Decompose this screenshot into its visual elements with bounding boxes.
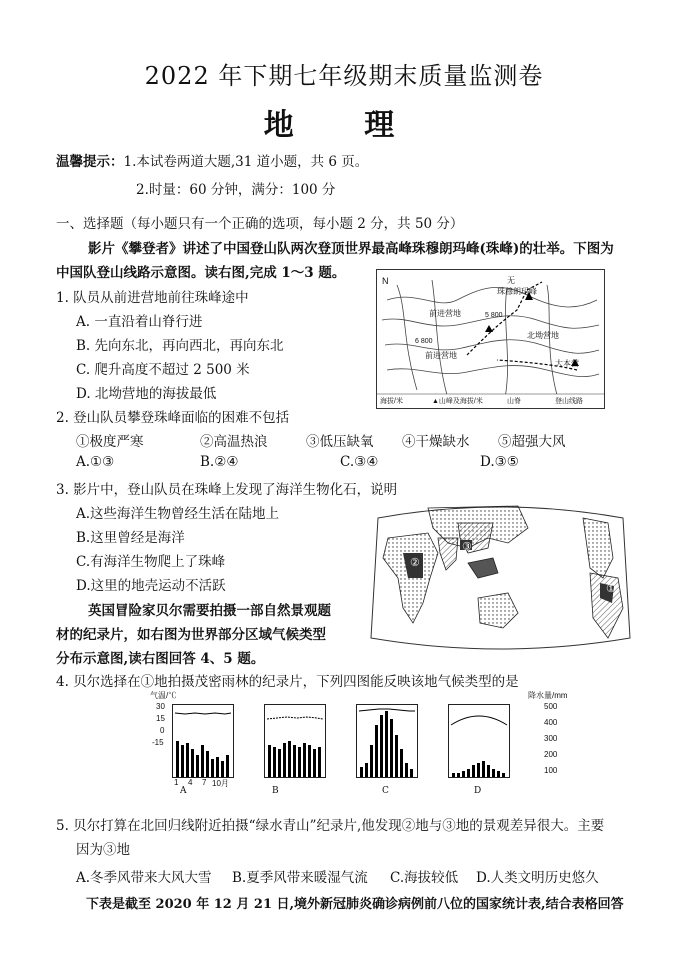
chart-b-svg [265,705,325,777]
chart-a-svg [173,705,233,777]
intro-2: 中国队登山线路示意图。读右图,完成 1～3 题。 [56,265,346,281]
intro45-line-1: 英国冒险家贝尔需要拍摄一部自然景观题 [88,603,331,619]
climate-charts [150,690,590,800]
climate-chart-c [356,704,418,778]
q1-option-d: D. 北坳营地的海拔最低 [76,386,217,402]
map-label-camp-2: 北坳营地 [527,331,559,340]
climate-chart-b [264,704,326,778]
climate-marker-2: ② [410,556,420,569]
temp-tick-15: 15 [156,714,165,723]
month-tick-1: 1 [174,778,179,787]
contour-label-6800: 6 800 [415,338,433,345]
north-arrow: N [382,276,389,286]
q2-option-c: C.③④ [340,454,379,470]
chart-letter-c: C [382,786,389,796]
world-climate-map [368,498,633,658]
precip-tick-300: 300 [544,734,558,743]
q5-option-a: A.冬季风带来大风大雪 [76,870,212,886]
q2-item-5: ⑤超强大风 [498,434,566,450]
q2-option-b: B.②④ [200,454,239,470]
legend-peak: ▲山峰及海拔/米 [432,398,483,405]
q3-option-c: C.有海洋生物爬上了珠峰 [76,554,226,570]
map-label-camp-1: 前进营地 [429,309,461,318]
q2-option-d: D.③⑤ [480,454,519,470]
world-map-svg [368,498,633,658]
notice-line-1: 1.本试卷两道大题,31 道小题，共 6 页。 [123,154,369,170]
climate-marker-3: ③ [462,540,472,553]
precip-tick-200: 200 [544,750,558,759]
intro45-line-2: 材的纪录片，如右图为世界部分区域气候类型 [56,627,326,643]
q3-option-d: D.这里的地壳运动不活跃 [76,578,226,594]
q5-option-d: D.人类文明历史悠久 [476,870,599,886]
precip-tick-100: 100 [544,766,558,775]
q3-option-a: A.这些海洋生物曾经生活在陆地上 [76,506,280,522]
intro45-line-3: 分布示意图,读右图回答 4、5 题。 [56,651,265,667]
exam-title: 2022 年下期七年级期末质量监测卷 [144,62,544,90]
legend-contour: 海拔/米 [380,398,403,405]
map-label-base: 大本营 [555,359,579,368]
section-heading: 一、选择题（每小题只有一个正确的选项，每小题 2 分，共 50 分） [56,216,464,232]
notice-label: 温馨提示： [56,154,124,170]
q3-stem: 3. 影片中，登山队员在珠峰上发现了海洋生物化石，说明 [56,482,398,498]
q1-option-a: A. 一直沿着山脊行进 [76,314,203,330]
temp-axis-label: 气温/℃ [150,691,177,700]
climate-marker-1: ① [606,582,616,595]
notice [56,150,368,170]
q1-option-b: B. 先向东北，再向西北，再向东北 [76,338,284,354]
table-intro: 下表是截至 2020 年 12 月 21 日,境外新冠肺炎确诊病例前八位的国家统计表,结合表格回答 [86,897,624,912]
chart-d-svg [449,705,509,777]
climbing-route-map [376,269,605,409]
temp-tick-0: 0 [160,726,165,735]
month-tick-4: 4 [188,778,193,787]
precip-axis-label: 降水量/mm [528,691,568,700]
legend-ridge: 山脊 [507,398,521,405]
q4-stem: 4. 贝尔选择在①地拍摄茂密雨林的纪录片，下列四图能反映该地气候类型的是 [56,674,519,690]
notice-line-2: 2.时量：60 分钟，满分：100 分 [136,182,336,198]
temp-tick-30: 30 [156,702,165,711]
precip-tick-500: 500 [544,702,558,711]
q5-stem-1: 5. 贝尔打算在北回归线附近拍摄“绿水青山”纪录片,他发现②地与③地的景观差异很大。主要 [56,818,605,834]
map-label-camp-forward: 前进营地 [425,351,457,360]
chart-letter-a: A [180,786,187,796]
map-label-peak: 珠穆朗玛峰 [497,287,537,296]
month-tick-7: 7 [202,778,207,787]
q2-item-1: ①极度严寒 [76,434,144,450]
q5-option-c: C.海拔较低 [390,870,459,886]
chart-letter-b: B [272,786,279,796]
q1-stem: 1. 队员从前进营地前往珠峰途中 [56,290,249,306]
q1-option-c: C. 爬升高度不超过 2 500 米 [76,362,250,378]
q2-item-2: ②高温热浪 [200,434,268,450]
map-label-sea: 无 [507,276,515,285]
precip-tick-400: 400 [544,718,558,727]
subject-title: 地 理 [263,108,425,143]
month-tick-10: 10月 [212,779,229,788]
temp-tick-neg15: -15 [152,738,164,747]
route-map-svg [377,270,604,408]
legend-route: 登山线路 [555,398,583,405]
contour-label-5800: 5 800 [485,312,503,319]
q2-item-3: ③低压缺氧 [306,434,374,450]
q5-option-b: B.夏季风带来暖湿气流 [232,870,368,886]
q2-stem: 2. 登山队员攀登珠峰面临的困难不包括 [56,410,290,426]
chart-letter-d: D [474,786,482,796]
q2-option-a: A.①③ [76,454,115,470]
climate-chart-d [448,704,510,778]
q3-option-b: B.这里曾经是海洋 [76,530,185,546]
chart-c-svg [357,705,417,777]
climate-chart-a [172,704,234,778]
q5-stem-2: 因为③地 [76,842,130,858]
intro-1: 影片《攀登者》讲述了中国登山队两次登顶世界最高峰珠穆朗玛峰(珠峰)的壮举。下图为 [88,241,614,257]
q2-item-4: ④干燥缺水 [402,434,470,450]
